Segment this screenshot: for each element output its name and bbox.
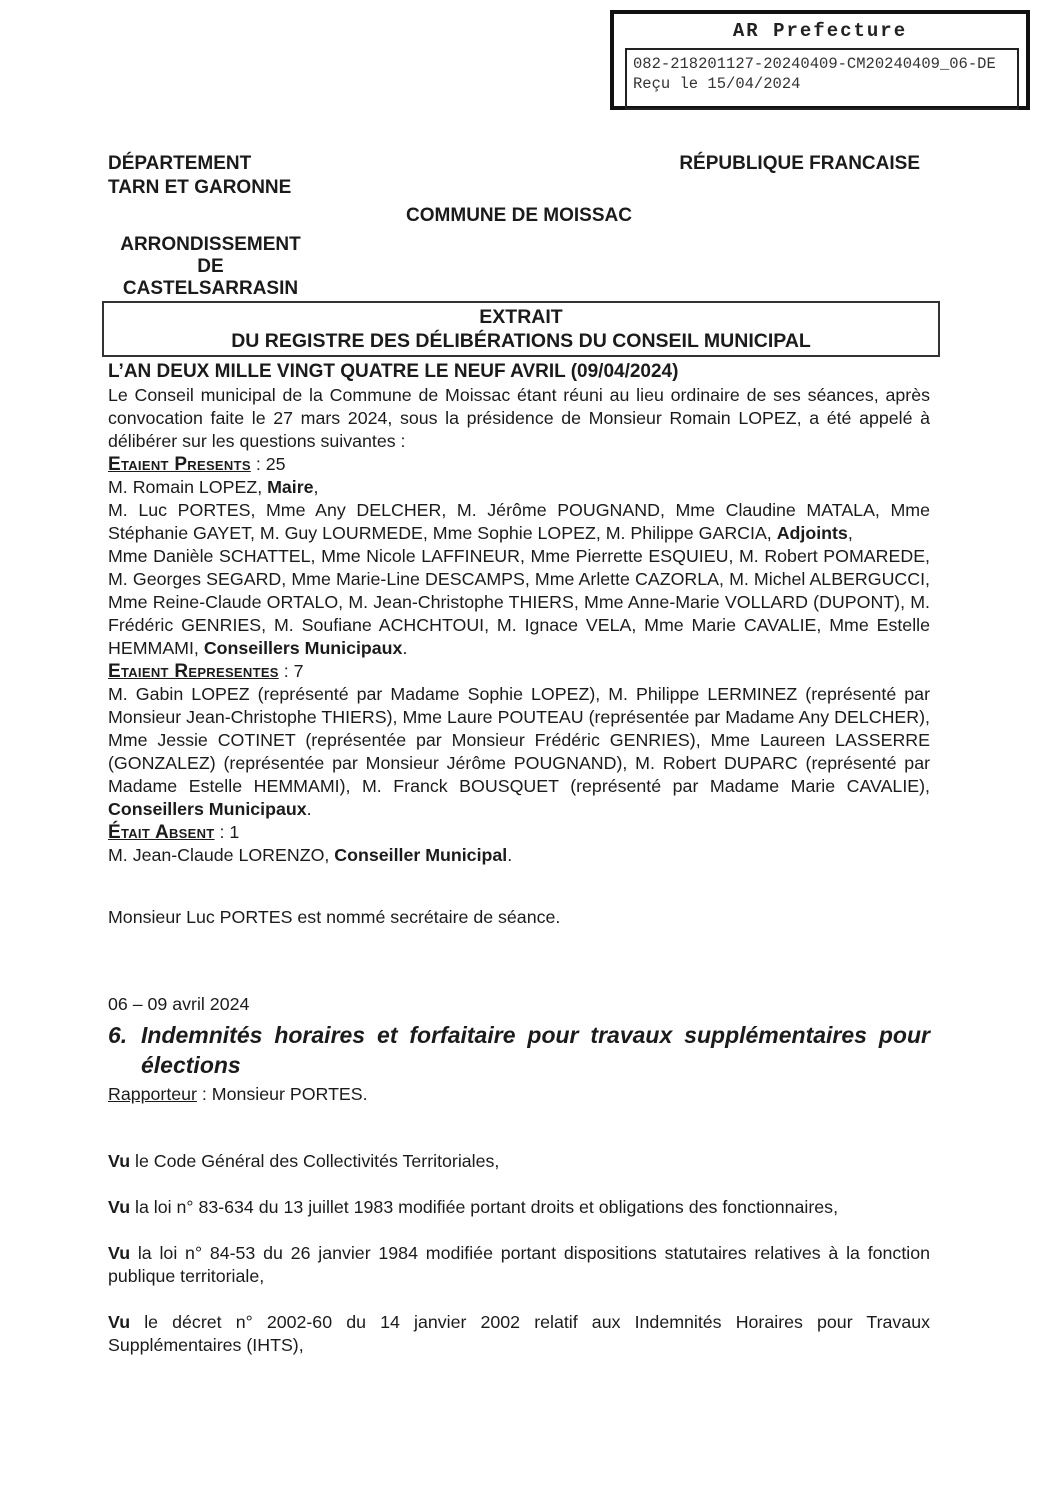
recital-decret-2002-60 xyxy=(108,1311,930,1357)
extract-title-line1: EXTRAIT xyxy=(479,306,563,328)
adjoints-role: Adjoints xyxy=(776,523,848,543)
absent-label: Était Absent xyxy=(108,822,215,843)
stamp-inner-box xyxy=(625,48,1019,110)
conseillers-text: Mme Danièle SCHATTEL, Mme Nicole LAFFINEUR, Mme Pierrette ESQUIEU, M. Robert POMAREDE, M. Georges SEGARD, Mme Marie-Line DESCAMPS, Mme Arlette CAZORLA, M. Michel ALBERGUCCI, Mme Reine-Claude ORTALO, M. Jean-Christophe THIERS, Mme Anne-Marie VOLLARD (DUPONT), M. Frédéric GENRIES, M. Soufiane ACHCHTOUI, M. Ignace VELA, Mme Marie CAVALIE, Mme Estelle HEMMAMI, xyxy=(108,546,930,658)
department-label: DÉPARTEMENT xyxy=(108,153,252,174)
stamp-title: AR Prefecture xyxy=(732,20,908,42)
recital-lead: Vu xyxy=(108,1243,131,1263)
maire-role: Maire xyxy=(267,477,314,497)
represented-text: M. Gabin LOPEZ (représenté par Madame Sophie LOPEZ), M. Philippe LERMINEZ (représenté par Monsieur Jean-Christophe THIERS), Mme Laure POUTEAU (représentée par Madame Any DELCHER), Mme Jessie COTINET (représentée par Monsieur Frédéric GENRIES), Mme Laureen LASSERRE (GONZALEZ) (représentée par Monsieur Jérôme POUGNAND), M. Robert DUPARC (représenté par Madame Estelle HEMMAMI), M. Franck BOUSQUET (représenté par Madame Marie CAVALIE), xyxy=(108,684,930,796)
recital-text: la loi n° 84-53 du 26 janvier 1984 modifiée portant dispositions statutaires relatives à la fonction publique territoriale, xyxy=(108,1243,930,1286)
recital-text: la loi n° 83-634 du 13 juillet 1983 modifiée portant droits et obligations des fonctionnaires, xyxy=(130,1197,839,1217)
represented-label: Etaient Representes xyxy=(108,661,279,682)
extract-title-box xyxy=(102,301,940,357)
rapporteur-line xyxy=(108,1083,930,1106)
recital-lead: Vu xyxy=(108,1312,131,1332)
recital-loi-84-53 xyxy=(108,1242,930,1288)
recital-loi-83-634 xyxy=(108,1196,930,1219)
present-label: Etaient Presents xyxy=(108,454,251,475)
recital-text: le Code Général des Collectivités Territoriales, xyxy=(130,1151,500,1171)
absent-text: M. Jean-Claude LORENZO, xyxy=(108,845,335,865)
adjoints-paragraph xyxy=(108,499,930,545)
stamp-received-date: Reçu le 15/04/2024 xyxy=(633,75,801,93)
absent-suffix: . xyxy=(507,845,513,865)
adjoints-text: M. Luc PORTES, Mme Any DELCHER, M. Jérôme POUGNAND, Mme Claudine MATALA, Mme Stéphanie GAYET, M. Guy LOURMEDE, Mme Sophie LOPEZ, M. Philippe GARCIA, xyxy=(108,500,930,543)
absent-role: Conseiller Municipal xyxy=(334,845,508,865)
maire-line xyxy=(108,476,930,499)
commune-label: COMMUNE DE MOISSAC xyxy=(406,205,632,226)
agenda-item-title xyxy=(108,1020,930,1080)
session-date-line: L’AN DEUX MILLE VINGT QUATRE LE NEUF AVRIL (09/04/2024) xyxy=(108,361,679,382)
represented-paragraph xyxy=(108,683,930,821)
absent-count: : 1 xyxy=(219,822,240,842)
republic-label: RÉPUBLIQUE FRANCAISE xyxy=(679,153,920,174)
ar-prefecture-stamp xyxy=(610,10,1030,110)
recital-cgct xyxy=(108,1150,930,1173)
present-heading xyxy=(108,453,930,476)
conseillers-paragraph xyxy=(108,545,930,660)
rapporteur-label: Rapporteur xyxy=(108,1084,197,1104)
arrondissement-block xyxy=(108,234,313,300)
represented-suffix: . xyxy=(306,799,312,819)
department-name: TARN ET GARONNE xyxy=(108,177,292,198)
absent-heading xyxy=(108,821,930,844)
recital-lead: Vu xyxy=(108,1151,131,1171)
adjoints-suffix: , xyxy=(847,523,853,543)
agenda-item-text: Indemnités horaires et forfaitaire pour travaux supplémentaires pour élections xyxy=(141,1022,930,1078)
recital-lead: Vu xyxy=(108,1197,131,1217)
department-block xyxy=(108,152,291,200)
conseillers-suffix: . xyxy=(402,638,408,658)
present-count: : 25 xyxy=(255,454,286,474)
represented-role: Conseillers Municipaux xyxy=(108,799,307,819)
maire-suffix: , xyxy=(313,477,319,497)
letterhead-row xyxy=(108,152,930,200)
represented-count: : 7 xyxy=(283,661,304,681)
arrondissement-label: ARRONDISSEMENT xyxy=(120,234,301,255)
extract-title-line2: DU REGISTRE DES DÉLIBÉRATIONS DU CONSEIL MUNICIPAL xyxy=(231,330,811,352)
absent-line xyxy=(108,844,930,867)
arrondissement-name: CASTELSARRASIN xyxy=(122,278,299,299)
arrondissement-de: DE xyxy=(197,256,224,277)
agenda-item-number: 6. xyxy=(108,1022,128,1048)
represented-heading xyxy=(108,660,930,683)
stamp-reference: 082-218201127-20240409-CM20240409_06-DE xyxy=(633,55,996,73)
conseillers-role: Conseillers Municipaux xyxy=(203,638,403,658)
maire-text: M. Romain LOPEZ, xyxy=(108,477,268,497)
rapporteur-value: : Monsieur PORTES. xyxy=(196,1084,368,1104)
secretary-line: Monsieur Luc PORTES est nommé secrétaire de séance. xyxy=(108,907,561,927)
session-intro: Le Conseil municipal de la Commune de Moissac étant réuni au lieu ordinaire de ses séances, après convocation faite le 27 mars 2024, sous la présidence de Monsieur Romain LOPEZ, a été appelé à délibérer sur les questions suivantes : xyxy=(108,385,930,451)
recital-text: le décret n° 2002-60 du 14 janvier 2002 relatif aux Indemnités Horaires pour Travaux Supplémentaires (IHTS), xyxy=(108,1312,930,1355)
agenda-date-range: 06 – 09 avril 2024 xyxy=(108,994,250,1014)
